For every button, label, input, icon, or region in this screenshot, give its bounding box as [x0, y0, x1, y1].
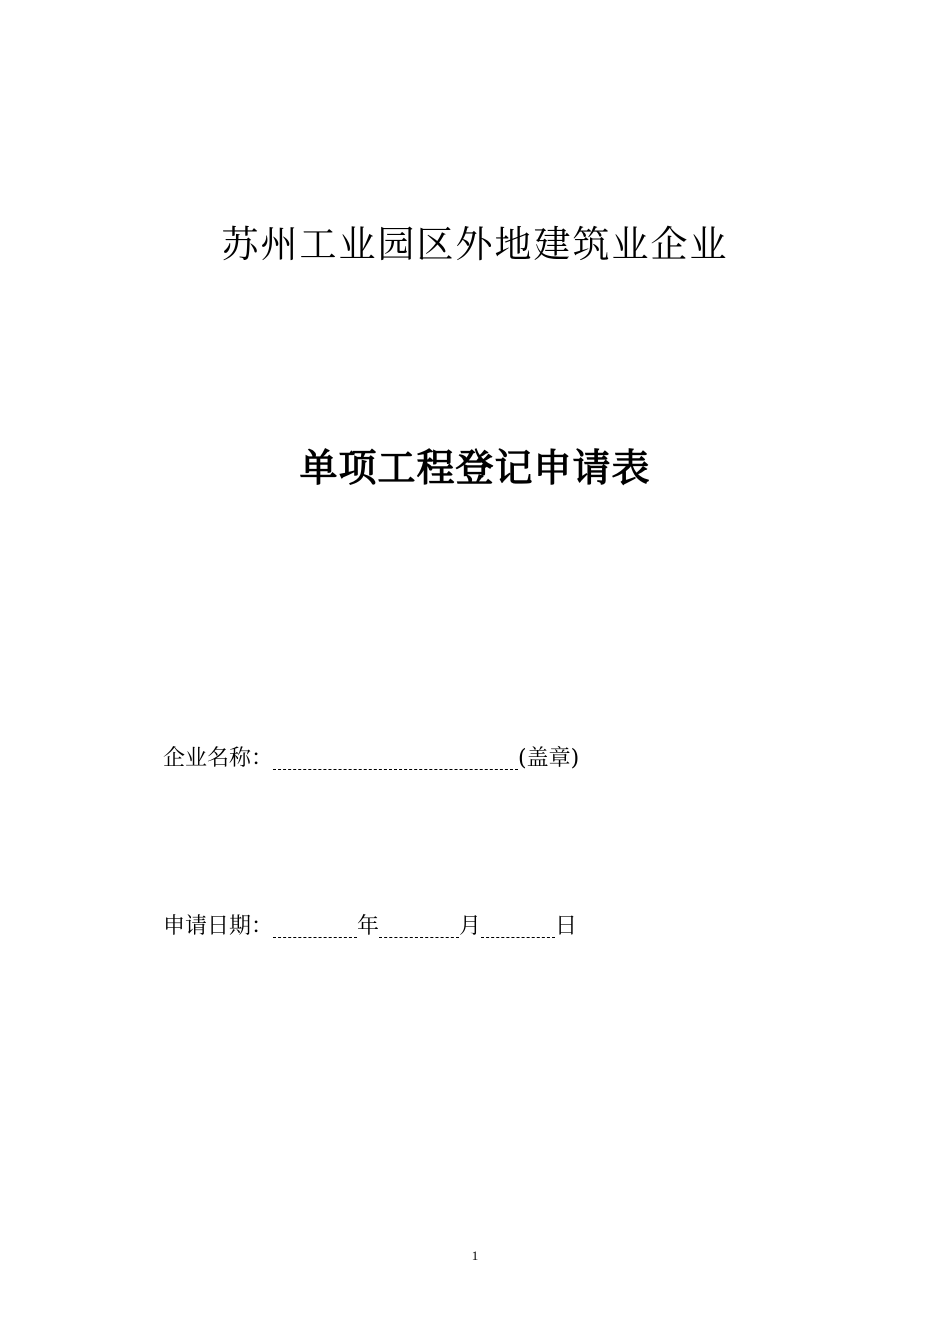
month-blank[interactable] [379, 915, 459, 938]
document-title-line2: 单项工程登记申请表 [299, 445, 651, 490]
page-number: 1 [471, 1248, 479, 1263]
application-date-label: 申请日期： [163, 914, 274, 939]
company-name-row [163, 741, 579, 773]
day-unit: 日 [555, 914, 578, 939]
document-title-line1: 苏州工业园区外地建筑业企业 [221, 223, 729, 266]
company-name-label: 企业名称： [163, 746, 274, 771]
application-date-row [163, 909, 577, 941]
year-unit: 年 [357, 914, 380, 939]
year-blank[interactable] [273, 915, 357, 938]
day-blank[interactable] [481, 915, 555, 938]
company-name-blank[interactable] [273, 747, 518, 770]
seal-note: (盖章) [518, 746, 580, 771]
month-unit: 月 [459, 914, 482, 939]
